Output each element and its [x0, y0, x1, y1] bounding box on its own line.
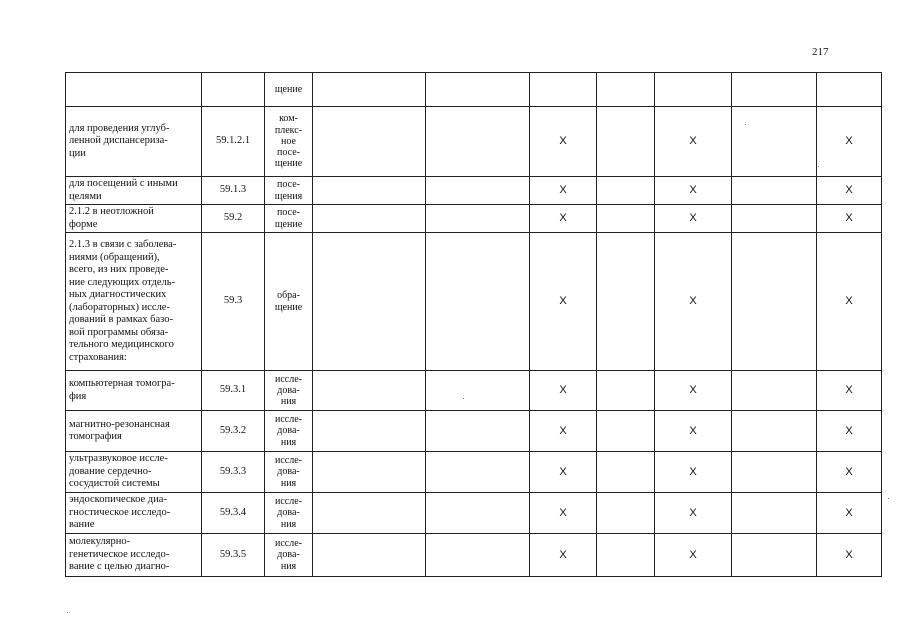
- empty-cell: [597, 107, 655, 177]
- service-name: ультразвуковое иссле- дование сердечно- сосудистой системы: [66, 452, 202, 493]
- row-code: 59.3.5: [202, 534, 265, 577]
- empty-cell: [426, 534, 530, 577]
- service-name: для посещений с иными целями: [66, 177, 202, 205]
- row-code: 59.2: [202, 205, 265, 233]
- x-mark: X: [530, 411, 597, 452]
- x-mark: X: [655, 493, 732, 534]
- empty-cell: [313, 73, 426, 107]
- x-mark: X: [655, 411, 732, 452]
- x-mark: X: [530, 107, 597, 177]
- empty-cell: [597, 493, 655, 534]
- x-mark: X: [817, 233, 882, 371]
- empty-cell: [313, 452, 426, 493]
- x-mark: X: [530, 534, 597, 577]
- empty-cell: [732, 73, 817, 107]
- empty-cell: [426, 233, 530, 371]
- empty-cell: [597, 371, 655, 411]
- x-mark: X: [817, 371, 882, 411]
- empty-cell: [313, 205, 426, 233]
- x-mark: X: [817, 534, 882, 577]
- x-mark: X: [530, 452, 597, 493]
- scan-speck: [745, 124, 746, 125]
- unit-of-measure: иссле- дова- ния: [265, 411, 313, 452]
- table-row: [66, 493, 882, 534]
- empty-cell: [313, 493, 426, 534]
- unit-of-measure: иссле- дова- ния: [265, 534, 313, 577]
- empty-cell: [313, 411, 426, 452]
- empty-cell: [597, 205, 655, 233]
- empty-cell: [732, 534, 817, 577]
- x-mark: X: [530, 233, 597, 371]
- name-cell: [66, 73, 202, 107]
- empty-cell: [426, 107, 530, 177]
- empty-cell: [426, 205, 530, 233]
- row-code: 59.3: [202, 233, 265, 371]
- x-mark: X: [817, 107, 882, 177]
- empty-cell: [732, 107, 817, 177]
- unit-of-measure: посе- щение: [265, 205, 313, 233]
- empty-cell: [597, 177, 655, 205]
- scan-speck: [818, 166, 819, 167]
- table-row: [66, 177, 882, 205]
- table-row: [66, 73, 882, 107]
- service-name: молекулярно- генетическое исследо- вание с целью диагно-: [66, 534, 202, 577]
- empty-cell: [426, 371, 530, 411]
- empty-cell: [732, 233, 817, 371]
- empty-cell: [313, 107, 426, 177]
- service-name: 2.1.3 в связи с заболева- ниями (обращений), всего, из них проведе- ние следующих отдель- ных диагностических (лабораторных) иссле- дований в рамках базо- вой программы обяза- тельного медицинского страхования:: [66, 233, 202, 371]
- scan-speck: [67, 612, 68, 613]
- empty-cell: [426, 411, 530, 452]
- empty-cell: [597, 452, 655, 493]
- empty-cell: [655, 73, 732, 107]
- x-mark: X: [817, 411, 882, 452]
- x-mark: X: [655, 205, 732, 233]
- unit-of-measure: иссле- дова- ния: [265, 452, 313, 493]
- empty-cell: [426, 493, 530, 534]
- x-mark: X: [530, 177, 597, 205]
- table-row: [66, 371, 882, 411]
- x-mark: X: [530, 205, 597, 233]
- x-mark: X: [655, 177, 732, 205]
- x-mark: X: [655, 452, 732, 493]
- empty-cell: [732, 177, 817, 205]
- empty-cell: [732, 371, 817, 411]
- empty-cell: [817, 73, 882, 107]
- row-code: 59.3.4: [202, 493, 265, 534]
- service-name: компьютерная томогра- фия: [66, 371, 202, 411]
- unit-of-measure: иссле- дова- ния: [265, 493, 313, 534]
- service-name: эндоскопическое диа- гностическое исследо- вание: [66, 493, 202, 534]
- page-number: 217: [812, 46, 829, 58]
- empty-cell: [732, 493, 817, 534]
- x-mark: X: [817, 493, 882, 534]
- unit-cell: щение: [265, 73, 313, 107]
- row-code: 59.1.2.1: [202, 107, 265, 177]
- scan-speck: [463, 398, 464, 399]
- service-name: 2.1.2 в неотложной форме: [66, 205, 202, 233]
- empty-cell: [597, 73, 655, 107]
- x-mark: X: [655, 233, 732, 371]
- service-name: для проведения углуб- ленной диспансериза- ции: [66, 107, 202, 177]
- empty-cell: [313, 233, 426, 371]
- row-code: 59.1.3: [202, 177, 265, 205]
- empty-cell: [426, 452, 530, 493]
- x-mark: X: [530, 371, 597, 411]
- empty-cell: [597, 411, 655, 452]
- x-mark: X: [655, 107, 732, 177]
- empty-cell: [426, 73, 530, 107]
- empty-cell: [530, 73, 597, 107]
- scan-speck: [888, 498, 889, 499]
- unit-of-measure: посе- щения: [265, 177, 313, 205]
- table-row: [66, 107, 882, 177]
- empty-cell: [313, 177, 426, 205]
- empty-cell: [597, 233, 655, 371]
- table-row: [66, 411, 882, 452]
- table-row: [66, 205, 882, 233]
- x-mark: X: [817, 452, 882, 493]
- x-mark: X: [655, 371, 732, 411]
- empty-cell: [597, 534, 655, 577]
- x-mark: X: [530, 493, 597, 534]
- services-table: [65, 72, 882, 577]
- empty-cell: [313, 534, 426, 577]
- service-name: магнитно-резонансная томография: [66, 411, 202, 452]
- empty-cell: [732, 452, 817, 493]
- row-code: 59.3.1: [202, 371, 265, 411]
- x-mark: X: [655, 534, 732, 577]
- table-row: [66, 233, 882, 371]
- x-mark: X: [817, 177, 882, 205]
- table-row: [66, 534, 882, 577]
- code-cell: [202, 73, 265, 107]
- empty-cell: [426, 177, 530, 205]
- empty-cell: [313, 371, 426, 411]
- row-code: 59.3.2: [202, 411, 265, 452]
- unit-of-measure: иссле- дова- ния: [265, 371, 313, 411]
- unit-of-measure: ком- плекс- ное посе- щение: [265, 107, 313, 177]
- table-row: [66, 452, 882, 493]
- empty-cell: [732, 205, 817, 233]
- row-code: 59.3.3: [202, 452, 265, 493]
- unit-of-measure: обра- щение: [265, 233, 313, 371]
- x-mark: X: [817, 205, 882, 233]
- empty-cell: [732, 411, 817, 452]
